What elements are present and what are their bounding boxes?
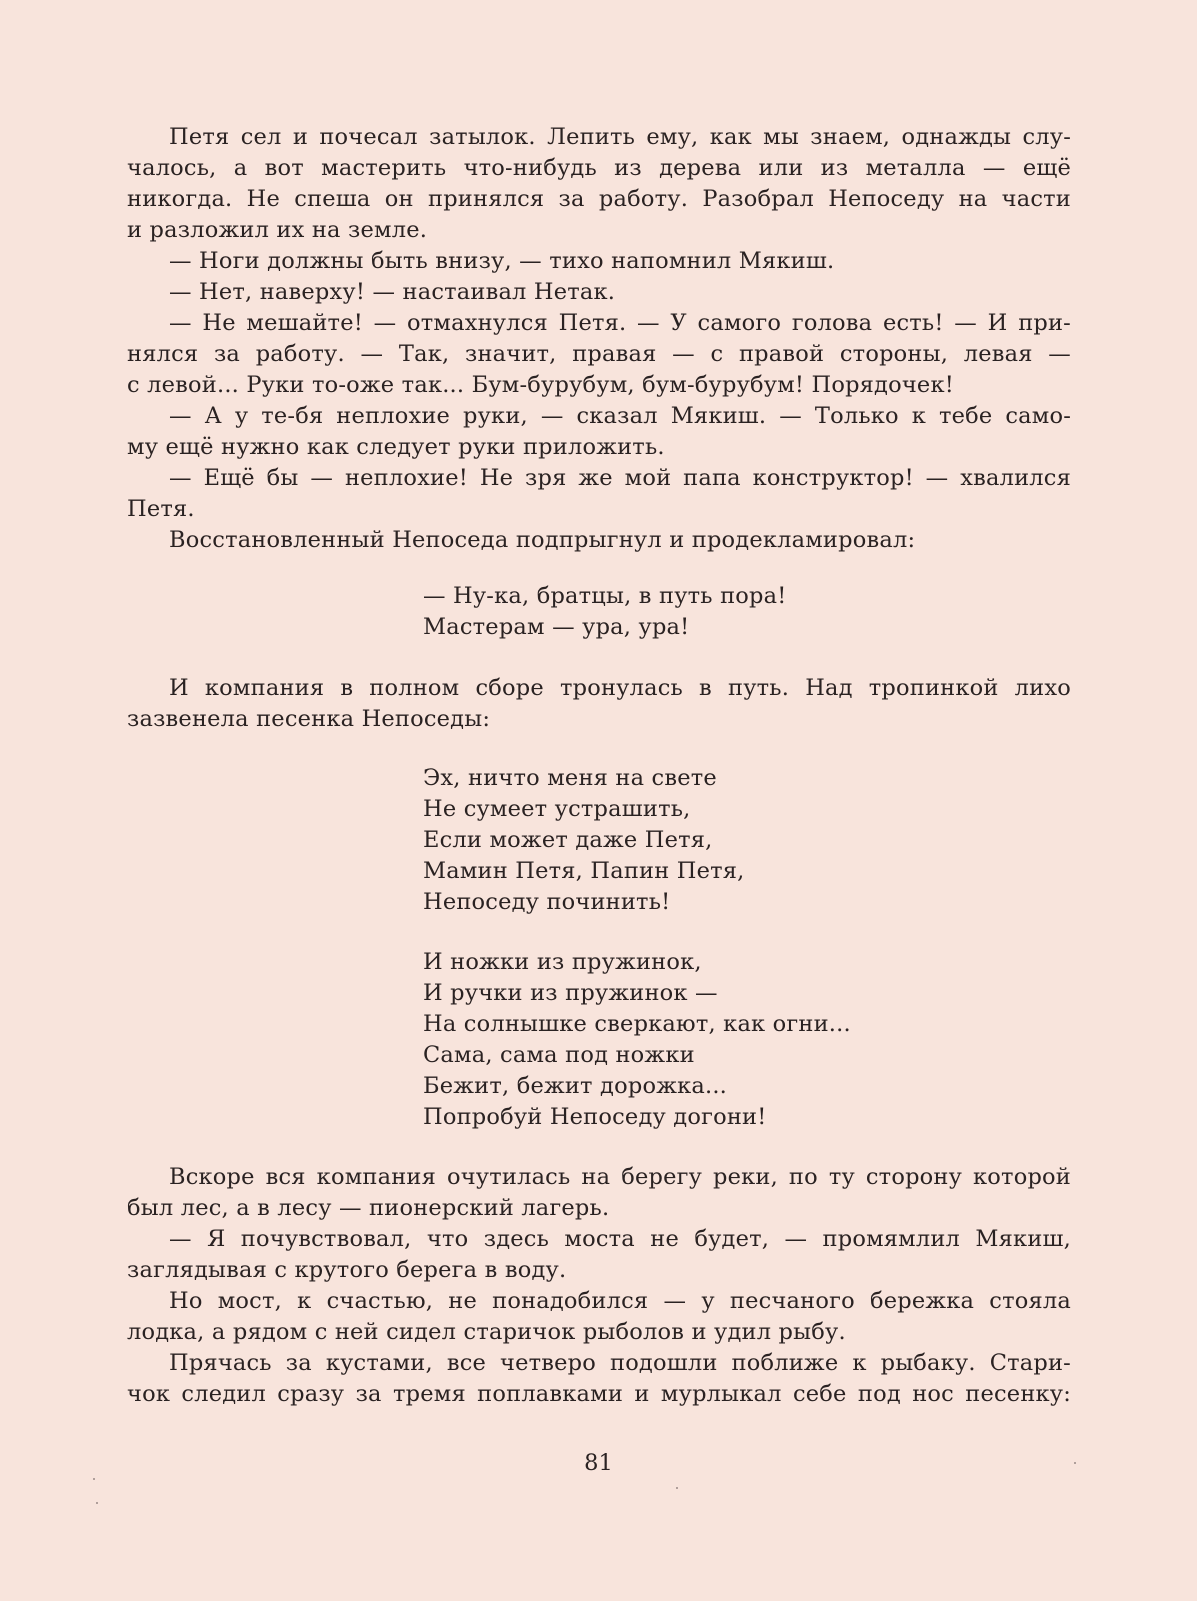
page-number: 81 — [584, 1450, 613, 1476]
text-line: Петя сел и почесал затылок. Лепить ему, как мы знаем, однажды слу- — [169, 124, 1071, 150]
text-line: чок следил сразу за тремя поплавками и мурлыкал себе под нос песенку: — [127, 1381, 1071, 1407]
text-line: лодка, а рядом с ней сидел старичок рыболов и удил рыбу. — [127, 1319, 846, 1345]
verse-line: — Ну-ка, братцы, в путь пора! — [423, 583, 787, 609]
text-line: — Ещё бы — неплохие! Не зря же мой папа конструктор! — хвалился — [169, 465, 1071, 491]
paper-speck — [676, 1487, 678, 1489]
text-line: — Не мешайте! — отмахнулся Петя. — У самого голова есть! — И при- — [169, 310, 1071, 336]
text-line: му ещё нужно как следует руки приложить. — [127, 434, 665, 460]
text-line: — А у те-бя неплохие руки, — сказал Мякиш. — Только к тебе само- — [169, 403, 1071, 429]
verse-line: Бежит, бежит дорожка... — [423, 1073, 728, 1099]
text-line: — Ноги должны быть внизу, — тихо напомнил Мякиш. — [169, 248, 835, 274]
text-line: заглядывая с крутого берега в воду. — [127, 1257, 567, 1283]
text-line: И компания в полном сборе тронулась в путь. Над тропинкой лихо — [169, 675, 1071, 701]
verse-line: Попробуй Непоседу догони! — [423, 1104, 767, 1130]
text-line: Но мост, к счастью, не понадобился — у песчаного бережка стояла — [169, 1288, 1071, 1314]
text-line: Петя. — [127, 496, 195, 522]
verse-line: Сама, сама под ножки — [423, 1042, 695, 1068]
text-line: никогда. Не спеша он принялся за работу. Разобрал Непоседу на части — [127, 186, 1071, 212]
text-line: нялся за работу. — Так, значит, правая — с правой стороны, левая — — [127, 341, 1071, 367]
verse-line: Непоседу починить! — [423, 889, 671, 915]
verse-line: Мастерам — ура, ура! — [423, 614, 690, 640]
paper-speck — [96, 1502, 98, 1504]
text-line: — Я почувствовал, что здесь моста не будет, — промямлил Мякиш, — [169, 1226, 1071, 1252]
paper-speck — [93, 1478, 95, 1480]
verse-line: Мамин Петя, Папин Петя, — [423, 858, 745, 884]
verse-line: Если может даже Петя, — [423, 827, 713, 853]
text-line: чалось, а вот мастерить что-нибудь из дерева или из металла — ещё — [127, 155, 1071, 181]
verse-line: Эх, ничто меня на свете — [423, 765, 717, 791]
text-line: Прячась за кустами, все четверо подошли поближе к рыбаку. Стари- — [169, 1350, 1071, 1376]
verse-line: И ножки из пружинок, — [423, 949, 702, 975]
text-line: с левой... Руки то-оже так... Бум-бурубум, бум-бурубум! Порядочек! — [127, 372, 954, 398]
text-line: Восстановленный Непоседа подпрыгнул и продекламировал: — [169, 527, 916, 553]
text-line: был лес, а в лесу — пионерский лагерь. — [127, 1195, 610, 1221]
verse-line: На солнышке сверкают, как огни... — [423, 1011, 851, 1037]
paper-speck — [1074, 1462, 1076, 1464]
verse-line: И ручки из пружинок — — [423, 980, 718, 1006]
verse-line: Не сумеет устрашить, — [423, 796, 691, 822]
text-line: зазвенела песенка Непоседы: — [127, 706, 491, 732]
text-line: Вскоре вся компания очутилась на берегу реки, по ту сторону которой — [169, 1164, 1071, 1190]
text-line: и разложил их на земле. — [127, 217, 428, 243]
text-line: — Нет, наверху! — настаивал Нетак. — [169, 279, 616, 305]
